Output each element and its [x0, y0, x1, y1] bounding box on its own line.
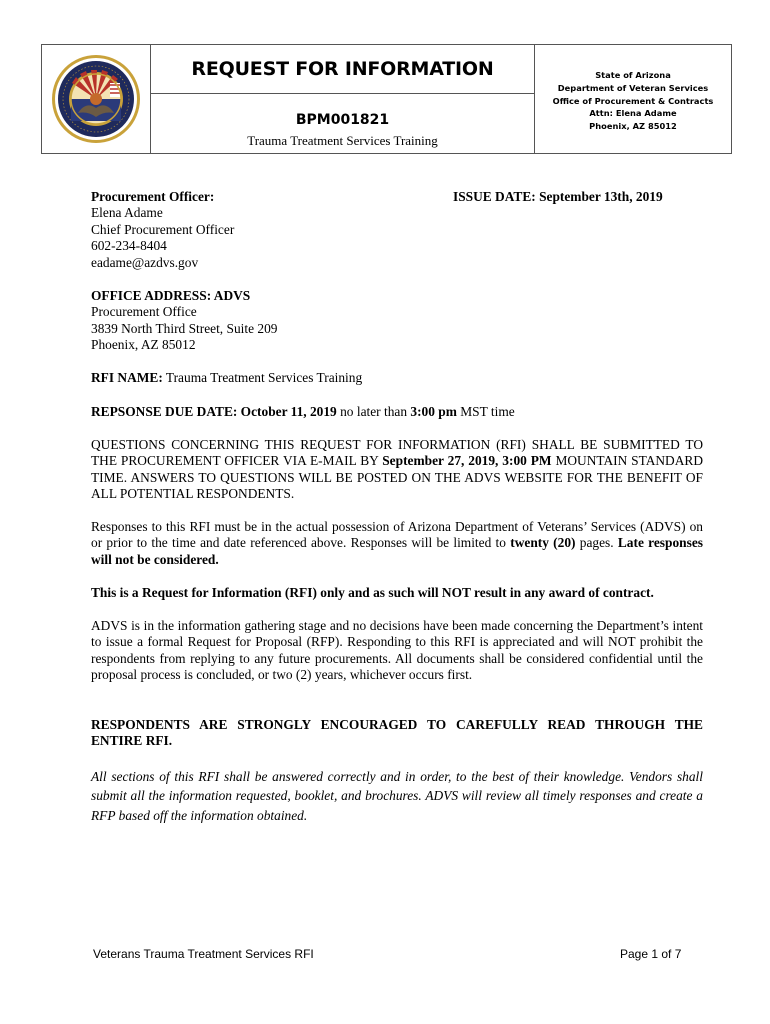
gathering-paragraph: ADVS is in the information gathering stage and no decisions have been made concerning the Department’s intent to issue a formal Request for Proposal (RFP). Responding to this RFI is appreciated and will NOT prohibit the respondents from replying to any future procurements. All documents shall be considered confidential until the proposal process is concluded, or two (2) years, whichever occurs first. — [91, 618, 703, 683]
responses-text: pages. — [575, 535, 618, 551]
late-responses-notice: Late responses will not be considered. — [91, 535, 703, 567]
due-date-mid: no later than — [336, 404, 411, 419]
procurement-officer-heading: Procurement Officer: — [91, 189, 215, 204]
office-line: 3839 North Third Street, Suite 209 — [91, 320, 278, 336]
due-date-tail: MST time — [456, 404, 515, 419]
office-line: Phoenix, AZ 85012 — [91, 337, 196, 353]
questions-deadline: September 27, 2019, 3:00 PM — [382, 453, 552, 469]
due-date-time: 3:00 pm — [410, 404, 457, 419]
document-subtitle: Trauma Treatment Services Training — [247, 132, 438, 148]
seal-cell — [42, 45, 151, 153]
rfi-name — [91, 370, 703, 386]
officer-email: eadame@azdvs.gov — [91, 254, 199, 270]
address-line: Phoenix, AZ 85012 — [589, 121, 677, 132]
rfi-name-value: Trauma Treatment Services Training — [162, 370, 363, 385]
office-line: Procurement Office — [91, 304, 197, 320]
officer-role: Chief Procurement Officer — [91, 221, 235, 237]
header-box — [41, 44, 732, 154]
document-title: REQUEST FOR INFORMATION — [151, 45, 534, 94]
address-line: State of Arizona — [595, 70, 671, 80]
rfi-only-notice: This is a Request for Information (RFI) only and as such will NOT result in any award of contract. — [91, 585, 654, 600]
due-date-label: REPSONSE DUE DATE: October 11, 2019 — [91, 404, 337, 419]
title-cell — [151, 45, 535, 153]
page-number: Page 1 of 7 — [620, 947, 682, 961]
page-limit: twenty (20) — [510, 535, 576, 551]
questions-paragraph — [91, 437, 703, 503]
arizona-veteran-services-seal-icon — [50, 53, 142, 145]
questions-text: QUESTIONS CONCERNING THIS REQUEST FOR INFORMATION (RFI) SHALL BE SUBMITTED TO THE PROCUREMENT OFFICER VIA E-MAIL BY — [91, 437, 703, 469]
office-address-heading: OFFICE ADDRESS: ADVS — [91, 288, 251, 303]
rfi-name-label: RFI NAME: — [91, 370, 163, 385]
agency-address — [535, 45, 731, 153]
encourage-notice: RESPONDENTS ARE STRONGLY ENCOURAGED TO CAREFULLY READ THROUGH THE ENTIRE RFI. — [91, 717, 703, 749]
footer-title: Veterans Trauma Treatment Services RFI — [93, 947, 314, 961]
officer-name: Elena Adame — [91, 205, 163, 221]
questions-text: MOUNTAIN STANDARD TIME. ANSWERS TO QUESTIONS WILL BE POSTED ON THE ADVS WEBSITE FOR THE BENEFIT OF ALL POTENTIAL RESPONDENTS. — [91, 453, 704, 502]
address-line: Office of Procurement & Contracts — [552, 95, 714, 106]
responses-text: Responses to this RFI must be in the actual possession of Arizona Department of Veterans’ Services (ADVS) on or prior to the time and date referenced above. Responses will be limited to — [91, 519, 703, 551]
response-due-date — [91, 404, 703, 420]
responses-paragraph — [91, 519, 703, 568]
instructions-paragraph: All sections of this RFI shall be answered correctly and in order, to the best of their knowledge. Vendors shall submit all the information requested, booklet, and brochures. ADVS will review all timely responses and create a RFP based off the information obtained. — [91, 769, 703, 823]
officer-phone: 602-234-8404 — [91, 238, 167, 254]
address-line: Attn: Elena Adame — [589, 108, 677, 119]
bpm-number: BPM001821 — [295, 112, 390, 128]
address-line: Department of Veteran Services — [557, 82, 709, 93]
office-address-block — [91, 288, 703, 354]
issue-date: ISSUE DATE: September 13th, 2019 — [453, 189, 663, 204]
